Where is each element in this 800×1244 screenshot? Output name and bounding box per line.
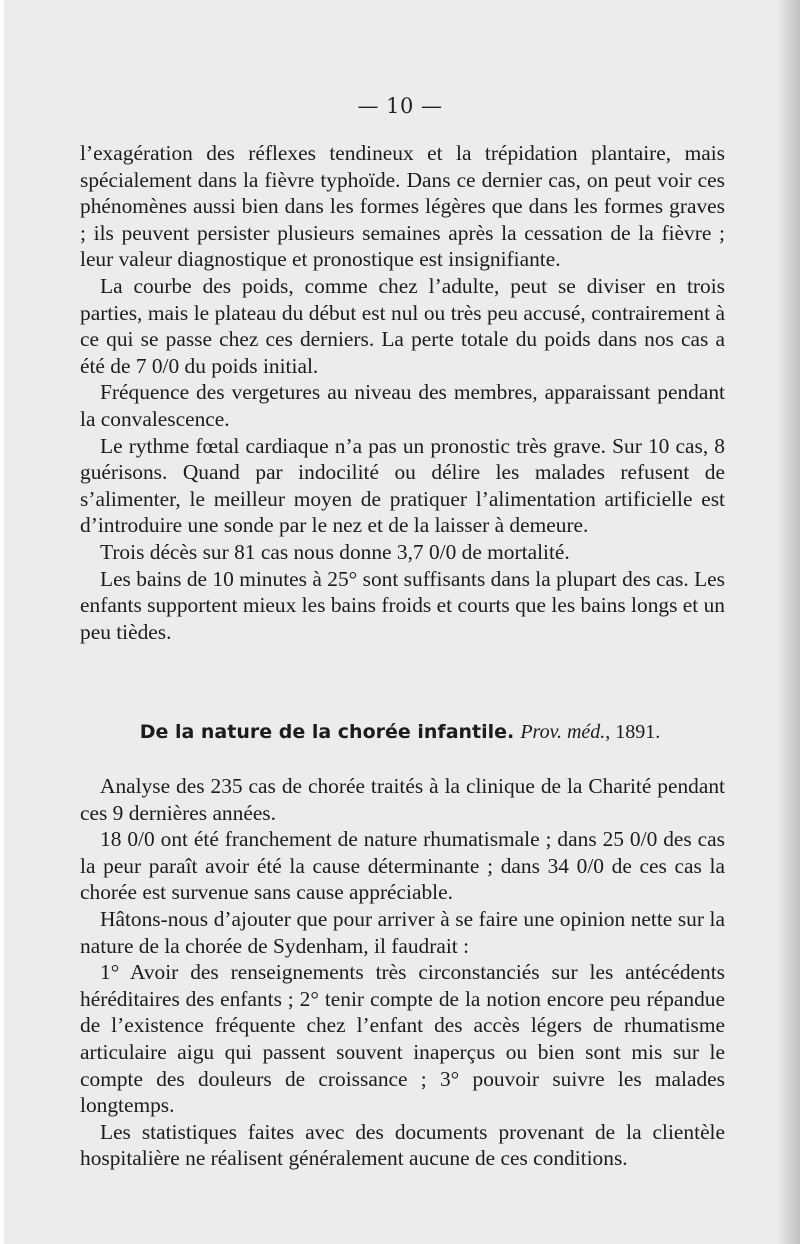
section-heading-year: , 1891. xyxy=(605,721,661,743)
section-heading xyxy=(0,721,800,744)
page-number: — 10 — xyxy=(357,94,443,118)
paragraph: Les statistiques faites avec des documents provenant de la clientèle hospitalière ne réalisent généralement aucune de ces conditions. xyxy=(80,1119,725,1171)
page-left-margin xyxy=(0,0,4,1244)
paragraph: Analyse des 235 cas de chorée traités à la clinique de la Charité pendant ces 9 dernières années. xyxy=(80,774,725,825)
paragraph: l’exagération des réflexes tendineux et la trépidation plantaire, mais spécialement dans la fièvre typhoïde. Dans ce dernier cas, on peut voir ces phénomènes aussi bien dans les formes légères que dans les formes graves ; ils peuvent persister plusieurs semaines après la cessation de la fièvre ; leur valeur diagnostique et pronostique est insignifiante. xyxy=(80,141,725,272)
section-heading-source: Prov. méd. xyxy=(520,721,606,743)
paragraph: La courbe des poids, comme chez l’adulte, peut se diviser en trois parties, mais le plateau du début est nul ou très peu accusé, contrairement à ce qui se passe chez ces derniers. La perte totale du poids dans nos cas a été de 7 0/0 du poids initial. xyxy=(80,273,725,378)
paragraph: Le rythme fœtal cardiaque n’a pas un pronostic très grave. Sur 10 cas, 8 guérisons. Quand par indocilité ou délire les malades refusent de s’alimenter, le meilleur moyen de pratiquer l’alimentation artificielle est d’introduire une sonde par le nez et de la laisser à demeure. xyxy=(80,433,725,538)
paragraph: Les bains de 10 minutes à 25° sont suffisants dans la plupart des cas. Les enfants supportent mieux les bains froids et courts que les bains longs et un peu tièdes. xyxy=(80,566,725,644)
paragraph: Hâtons-nous d’ajouter que pour arriver à se faire une opinion nette sur la nature de la chorée de Sydenham, il faudrait : xyxy=(80,906,725,958)
paragraph: Fréquence des vergetures au niveau des membres, apparaissant pendant la convalescence. xyxy=(80,380,725,431)
paragraph: 18 0/0 ont été franchement de nature rhumatismale ; dans 25 0/0 des cas la peur paraît avoir été la cause déterminante ; dans 34 0/0 de ces cas la chorée est survenue sans cause appréciable. xyxy=(80,827,725,905)
section-heading-title: De la nature de la chorée infantile. xyxy=(139,721,515,743)
body-text-bottom xyxy=(80,773,725,1172)
paragraph: 1° Avoir des renseignements très circonstanciés sur les antécédents héréditaires des enfants ; 2° tenir compte de la notion encore peu répandue de l’existence fréquente chez l’enfant des accès légers de rhumatisme articulaire aigu qui passent souvent inaperçus ou bien sont mis sur le compte des douleurs de croissance ; 3° pouvoir suivre les malades longtemps. xyxy=(80,960,725,1118)
paragraph: Trois décès sur 81 cas nous donne 3,7 0/0 de mortalité. xyxy=(100,539,570,564)
body-text-top xyxy=(80,140,725,645)
